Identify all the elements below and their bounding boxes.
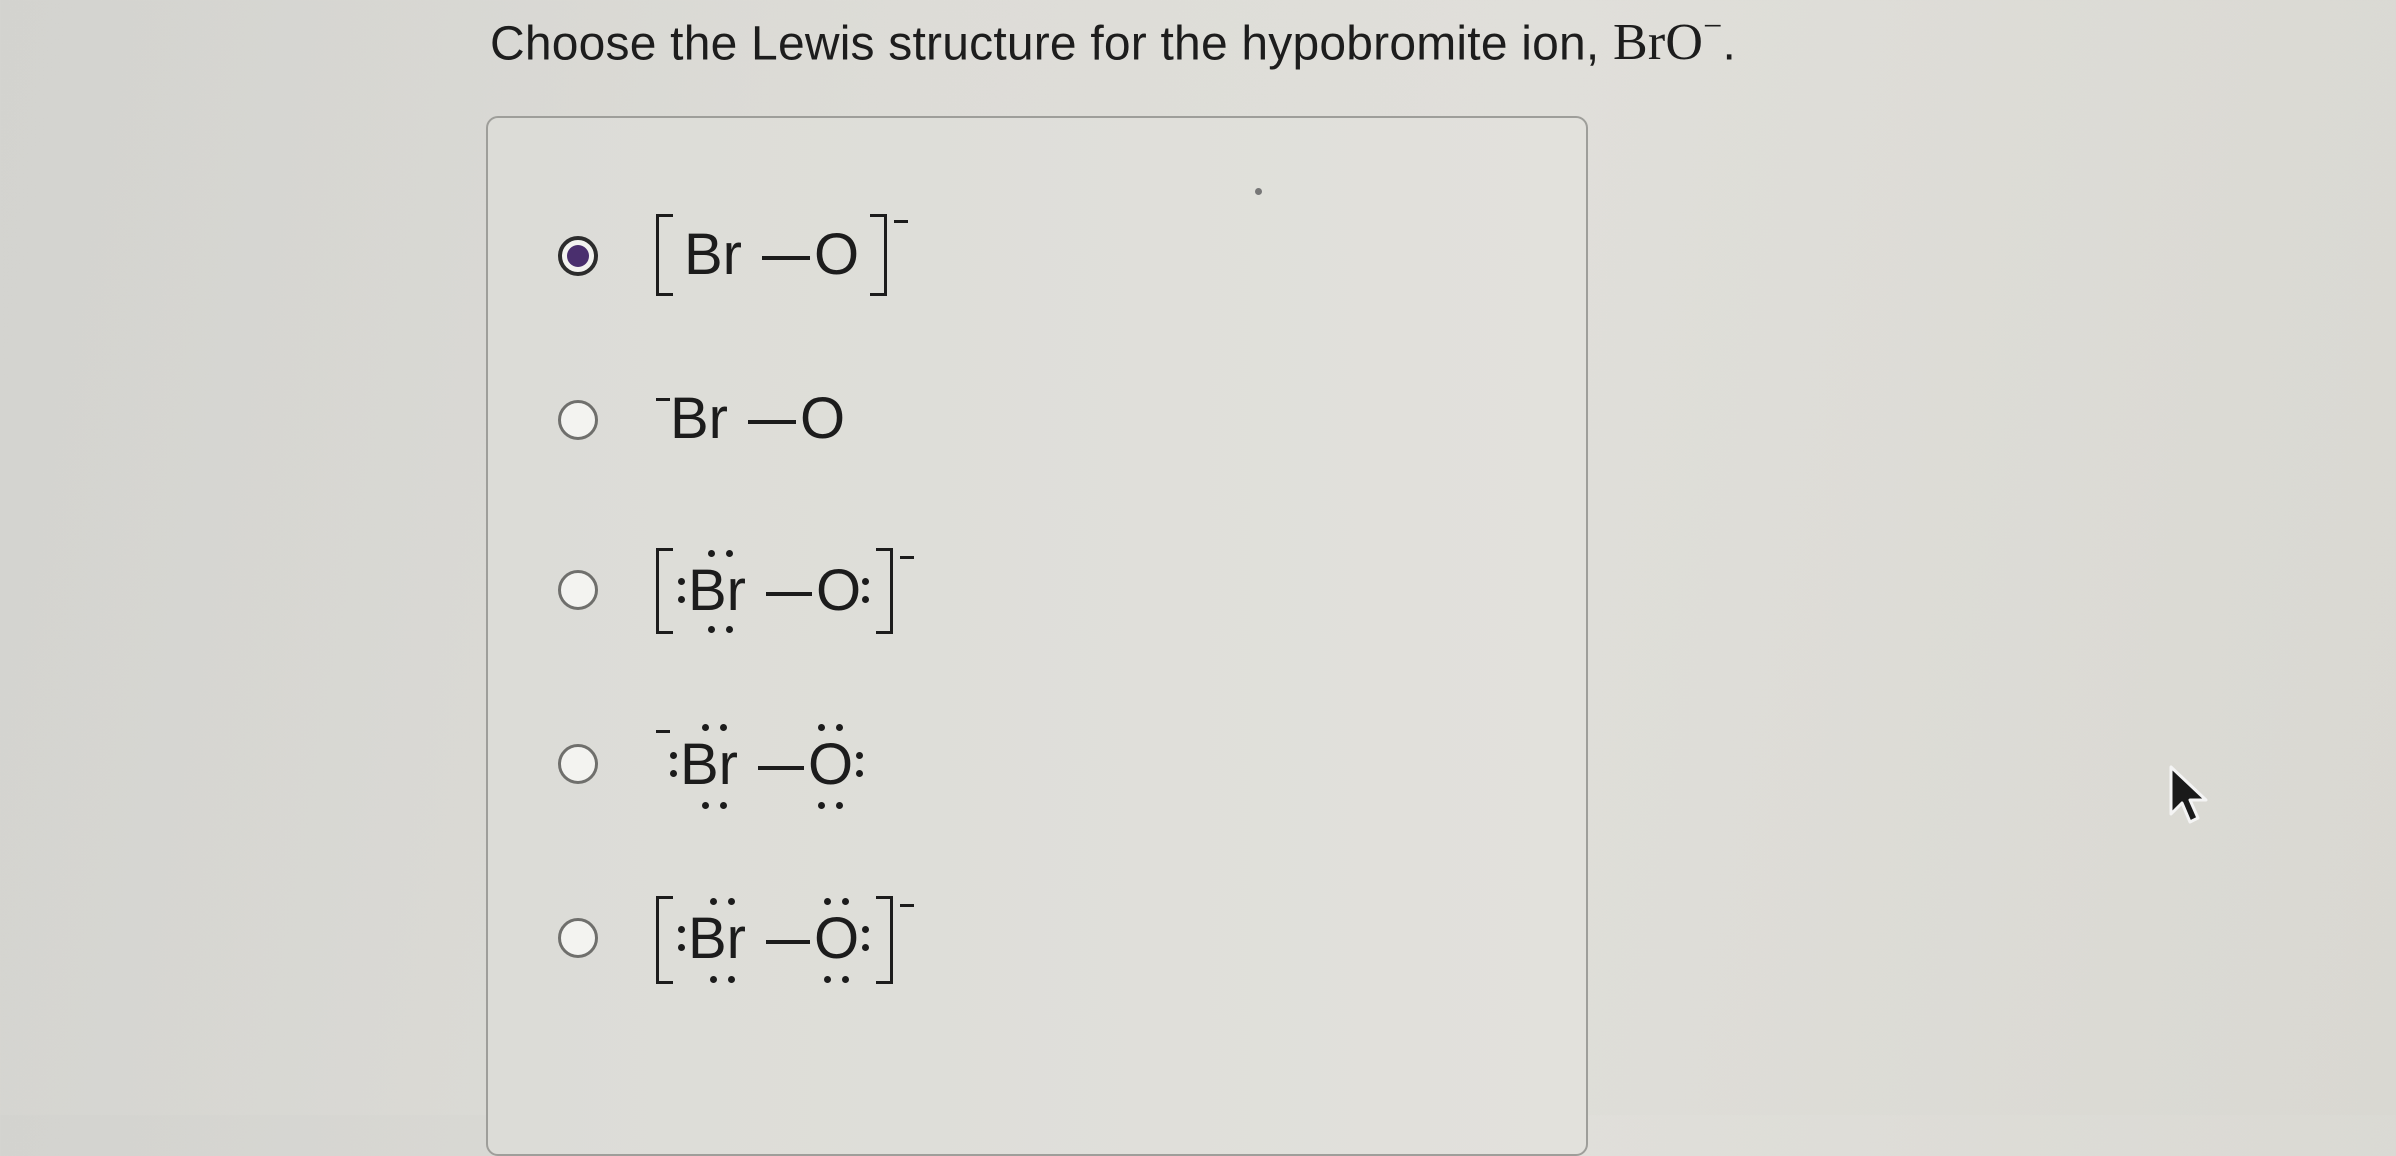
option-3[interactable] [558, 538, 1058, 648]
lone-pair-dot [702, 802, 709, 809]
lewis-structure-5 [656, 886, 1076, 996]
lone-pair-dot [678, 578, 685, 585]
lone-pair-dot [856, 770, 863, 777]
bromine-atom: Br [680, 732, 738, 797]
option-4[interactable] [558, 712, 1058, 822]
left-bracket [656, 548, 673, 634]
bromine-atom: Br [670, 386, 728, 451]
lone-pair-dot [720, 802, 727, 809]
lone-pair-dot [678, 596, 685, 603]
lone-pair-dot [862, 596, 869, 603]
lewis-structure-2 [656, 368, 1076, 478]
lone-pair-dot [836, 724, 843, 731]
lone-pair-dot [862, 578, 869, 585]
lone-pair-dot [836, 802, 843, 809]
negative-charge [894, 220, 908, 223]
negative-charge [656, 398, 670, 401]
lone-pair-dot [818, 724, 825, 731]
lone-pair-dot [824, 976, 831, 983]
lone-pair-dot [728, 898, 735, 905]
lone-pair-dot [856, 752, 863, 759]
lone-pair-dot [842, 976, 849, 983]
negative-charge [900, 904, 914, 907]
screen-speck [1255, 188, 1262, 195]
formula: BrO− [1612, 8, 1723, 72]
radio-option-2[interactable] [558, 400, 598, 440]
lone-pair-dot [708, 626, 715, 633]
question-text: Choose the Lewis structure for the hypobromite ion, BrO−. [490, 8, 1737, 72]
bromine-atom: Br [688, 906, 746, 971]
bromine-atom: Br [684, 222, 742, 287]
lone-pair-dot [670, 770, 677, 777]
single-bond [748, 420, 796, 424]
lewis-structure-1 [656, 200, 1076, 310]
lone-pair-dot [824, 898, 831, 905]
negative-charge [656, 730, 670, 733]
lone-pair-dot [728, 976, 735, 983]
left-bracket [656, 896, 673, 984]
radio-option-1[interactable] [558, 236, 598, 276]
right-bracket [870, 214, 887, 296]
lone-pair-dot [842, 898, 849, 905]
lone-pair-dot [708, 550, 715, 557]
negative-charge [900, 556, 914, 559]
single-bond [766, 592, 812, 596]
lone-pair-dot [710, 898, 717, 905]
lone-pair-dot [862, 944, 869, 951]
lone-pair-dot [678, 944, 685, 951]
oxygen-atom: O [816, 558, 862, 623]
oxygen-atom: O [808, 732, 854, 797]
lone-pair-dot [862, 926, 869, 933]
single-bond [762, 256, 810, 260]
left-bracket [656, 214, 673, 296]
lewis-structure-3 [656, 538, 1076, 648]
single-bond [758, 766, 804, 770]
single-bond [766, 940, 810, 944]
lone-pair-dot [678, 926, 685, 933]
radio-option-5[interactable] [558, 918, 598, 958]
oxygen-atom: O [800, 386, 846, 451]
lone-pair-dot [726, 550, 733, 557]
oxygen-atom: O [814, 222, 860, 287]
option-2[interactable] [558, 368, 1058, 478]
lone-pair-dot [818, 802, 825, 809]
lone-pair-dot [726, 626, 733, 633]
option-5[interactable] [558, 886, 1058, 996]
radio-option-3[interactable] [558, 570, 598, 610]
oxygen-atom: O [814, 906, 860, 971]
lewis-structure-4 [656, 712, 1076, 822]
option-1[interactable] [558, 200, 1058, 310]
question-prompt: Choose the Lewis structure for the hypobromite ion, [490, 17, 1613, 71]
lone-pair-dot [710, 976, 717, 983]
lone-pair-dot [702, 724, 709, 731]
radio-option-4[interactable] [558, 744, 598, 784]
arrow-cursor-icon [2168, 764, 2212, 830]
lone-pair-dot [720, 724, 727, 731]
lone-pair-dot [670, 752, 677, 759]
right-bracket [876, 896, 893, 984]
right-bracket [876, 548, 893, 634]
bromine-atom: Br [688, 558, 746, 623]
